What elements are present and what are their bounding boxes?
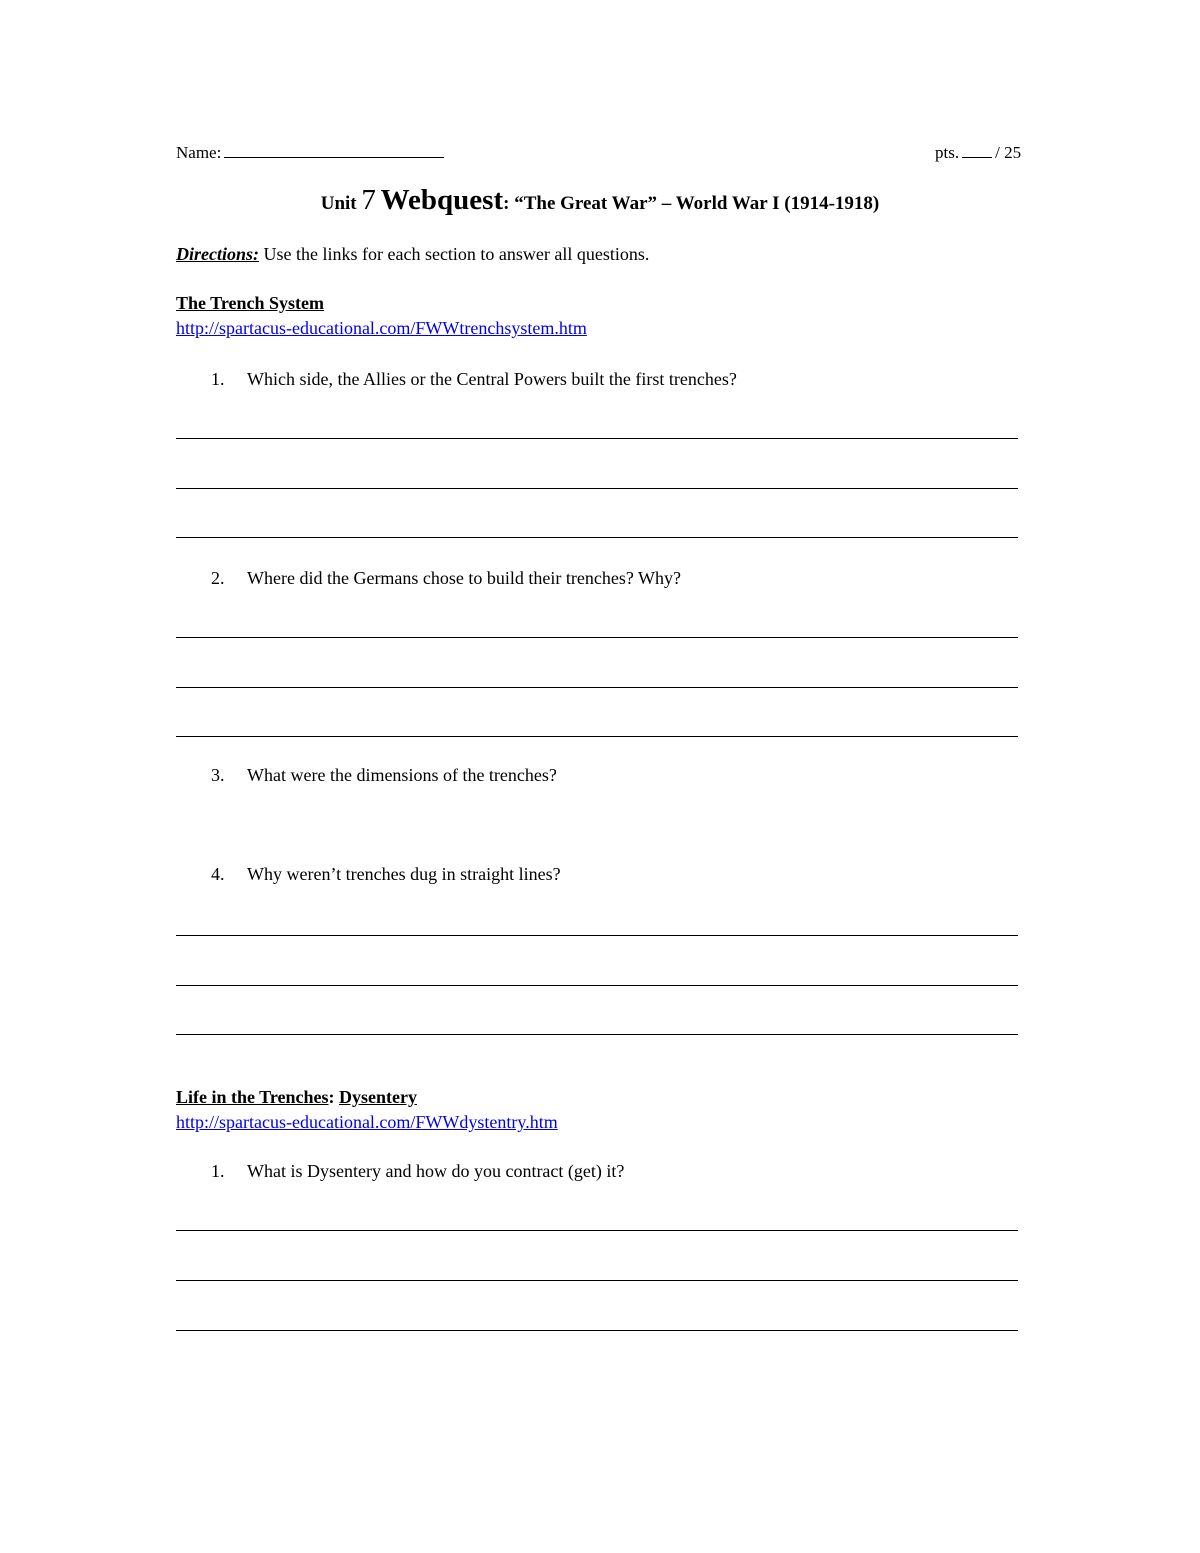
- section-heading-sep: :: [328, 1087, 335, 1107]
- section-heading-trench-system: [176, 293, 324, 314]
- name-label: Name:: [176, 143, 222, 162]
- answer-line[interactable]: [176, 1280, 1018, 1281]
- answer-line[interactable]: [176, 438, 1018, 439]
- page-title: [0, 184, 1200, 217]
- title-number: 7: [361, 184, 376, 216]
- pts-label: pts.: [935, 143, 960, 162]
- question-text: What were the dimensions of the trenches?: [247, 765, 557, 785]
- question-number: 1.: [211, 369, 225, 389]
- section-heading-text: The Trench System: [176, 293, 325, 313]
- link-trench-system[interactable]: http://spartacus-educational.com/FWWtrenchsystem.htm: [176, 318, 587, 338]
- section-heading-life-in-trenches: [176, 1087, 417, 1108]
- answer-line[interactable]: [176, 1230, 1018, 1231]
- points-field[interactable]: [935, 143, 1021, 163]
- directions: [176, 244, 649, 265]
- name-blank[interactable]: [224, 143, 444, 158]
- title-unit: Unit: [320, 193, 357, 214]
- link-dysentery[interactable]: http://spartacus-educational.com/FWWdystentry.htm: [176, 1112, 558, 1132]
- question-number: 1.: [211, 1161, 225, 1181]
- answer-line[interactable]: [176, 935, 1018, 936]
- section-heading-part1: Life in the Trenches: [176, 1087, 329, 1107]
- directions-text: Use the links for each section to answer all questions.: [263, 244, 650, 264]
- directions-label: Directions:: [176, 244, 259, 264]
- section-heading-part2: Dysentery: [339, 1087, 417, 1107]
- question-number: 3.: [211, 765, 225, 785]
- question-number: 4.: [211, 864, 225, 884]
- question-text: Which side, the Allies or the Central Powers built the first trenches?: [247, 369, 737, 389]
- name-field[interactable]: [176, 143, 444, 163]
- question-text: What is Dysentery and how do you contract (get) it?: [247, 1161, 625, 1181]
- title-rest: : “The Great War” – World War I (1914-1918): [503, 193, 880, 214]
- answer-line[interactable]: [176, 687, 1018, 688]
- pts-blank[interactable]: [962, 143, 992, 158]
- answer-line[interactable]: [176, 1034, 1018, 1035]
- answer-line[interactable]: [176, 1330, 1018, 1331]
- answer-line[interactable]: [176, 985, 1018, 986]
- answer-line[interactable]: [176, 736, 1018, 737]
- pts-total: / 25: [995, 143, 1022, 162]
- answer-line[interactable]: [176, 637, 1018, 638]
- question-text: Where did the Germans chose to build their trenches? Why?: [247, 568, 682, 588]
- question-number: 2.: [211, 568, 225, 588]
- answer-line[interactable]: [176, 537, 1018, 538]
- answer-line[interactable]: [176, 488, 1018, 489]
- question-text: Why weren’t trenches dug in straight lines?: [247, 864, 561, 884]
- title-webquest: Webquest: [380, 184, 504, 216]
